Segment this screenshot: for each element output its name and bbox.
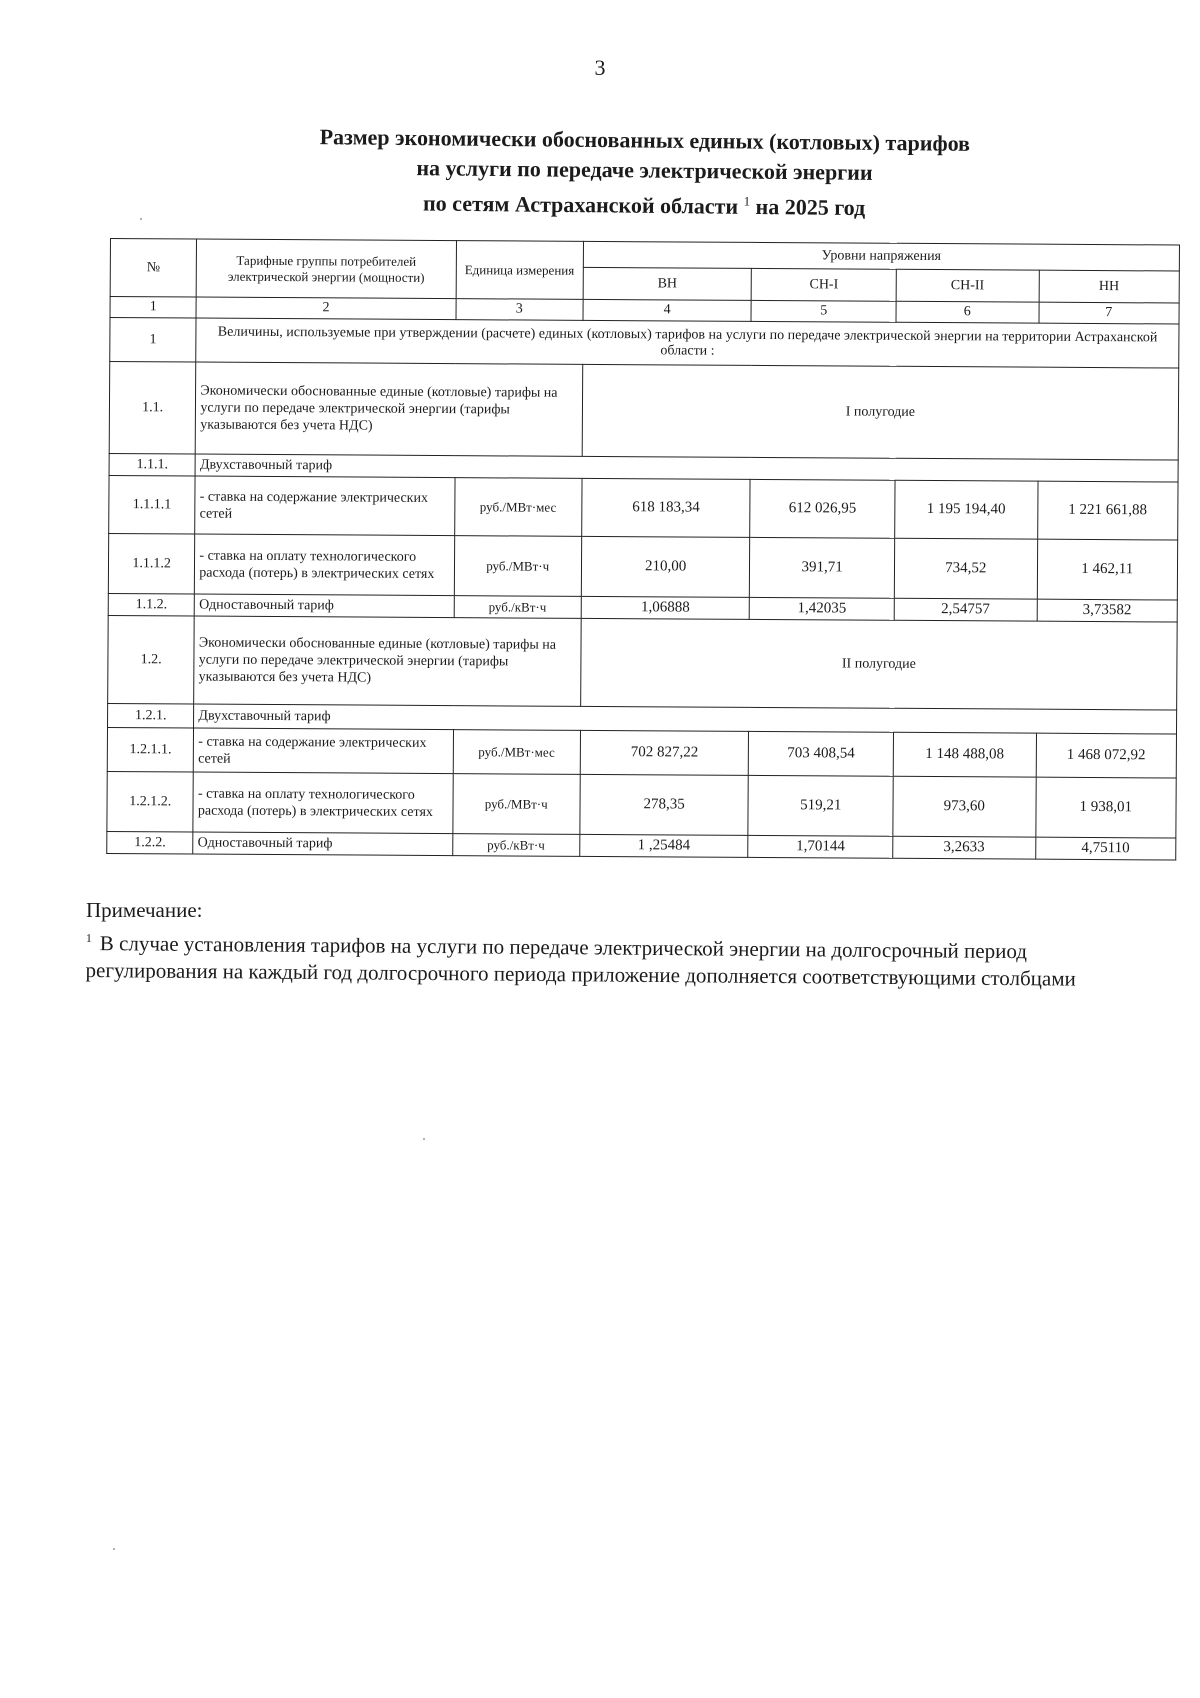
scan-speck xyxy=(423,1138,425,1140)
title-line-2: на услуги по передаче электрической энергии xyxy=(416,155,873,185)
row-no: 1.1.1. xyxy=(109,453,196,476)
value-sn2: 973,60 xyxy=(893,776,1036,837)
row-unit: руб./МВт·мес xyxy=(454,478,582,537)
table-row xyxy=(108,533,1177,600)
footnote-text: В случае установления тарифов на услуги по передаче электрической энергии на долгосрочный период регулирования на каждый год долгосрочного периода приложение дополняется соответствующими столбцами xyxy=(85,931,1076,991)
row-title: Двухставочный тариф xyxy=(195,454,1178,482)
value-nn: 4,75110 xyxy=(1035,837,1176,860)
value-nn: 1 468 072,92 xyxy=(1036,733,1177,778)
footnote-marker: 1 xyxy=(85,930,92,946)
title-year: на 2025 год xyxy=(755,193,866,221)
table-row xyxy=(109,475,1178,540)
value-sn2: 1 148 488,08 xyxy=(893,732,1036,777)
row-no: 1.2.1.1. xyxy=(107,727,194,772)
col-number: 6 xyxy=(896,301,1039,323)
header-voltage-levels: Уровни напряжения xyxy=(583,241,1179,271)
header-sn2: СН-II xyxy=(896,269,1039,302)
value-vn: 618 183,34 xyxy=(582,478,751,537)
row-no: 1.1.1.1 xyxy=(109,475,196,534)
row-title: Одноставочный тариф xyxy=(193,832,452,856)
row-title: - ставка на содержание электрических сетей xyxy=(194,728,453,774)
page-number: 3 xyxy=(594,55,606,80)
footnote xyxy=(85,925,1145,993)
row-title: Двухставочный тариф xyxy=(194,704,1177,734)
value-sn1: 1,70144 xyxy=(748,835,893,858)
row-unit: руб./кВт·ч xyxy=(452,834,580,857)
header-nn: НН xyxy=(1039,270,1180,303)
table-row xyxy=(107,771,1176,838)
row-unit: руб./МВт·ч xyxy=(452,774,580,835)
value-sn2: 1 195 194,40 xyxy=(895,480,1038,539)
value-sn2: 3,2633 xyxy=(893,836,1036,859)
row-title: - ставка на оплату технологического расхода (потерь) в электрических сетях xyxy=(195,534,454,596)
value-vn: 278,35 xyxy=(580,774,749,835)
header-vn: ВН xyxy=(583,267,752,300)
document-title xyxy=(0,119,1200,228)
header-group: Тарифные группы потребителей электрической энергии (мощности) xyxy=(197,239,456,299)
row-no: 1.2.2. xyxy=(107,831,194,854)
col-number: 1 xyxy=(110,297,197,319)
row-no: 1.2.1.2. xyxy=(107,771,194,832)
value-sn1: 519,21 xyxy=(748,775,893,836)
tariff-table-wrapper xyxy=(106,238,1180,861)
tariff-table xyxy=(106,238,1180,861)
row-unit: руб./кВт·ч xyxy=(454,596,582,619)
row-no: 1.1. xyxy=(109,362,196,455)
value-sn1: 391,71 xyxy=(750,537,895,598)
col-number: 4 xyxy=(583,299,752,321)
period-label: II полугодие xyxy=(581,618,1178,710)
section-title: Величины, используемые при утверждении (расчете) единых (котловых) тарифов на услуги по передаче электрической энергии на территории Астраханской области : xyxy=(196,318,1179,368)
value-sn2: 734,52 xyxy=(894,538,1037,599)
value-sn2: 2,54757 xyxy=(894,598,1037,621)
col-number: 2 xyxy=(196,297,455,320)
row-unit: руб./МВт·ч xyxy=(454,536,582,597)
value-vn: 1,06888 xyxy=(581,596,750,619)
value-vn: 210,00 xyxy=(581,536,750,597)
row-title: Экономически обоснованные единые (котловые) тарифы на услуги по передаче электрической энергии (тарифы указываются без учета НДС) xyxy=(194,616,581,706)
value-sn1: 703 408,54 xyxy=(749,731,894,776)
scan-speck xyxy=(113,1548,115,1550)
header-unit: Единица измерения xyxy=(456,241,584,300)
row-no: 1.2. xyxy=(108,615,195,704)
header-sn1: СН-I xyxy=(751,268,896,301)
header-no: № xyxy=(110,239,197,298)
value-sn1: 1,42035 xyxy=(750,597,895,620)
row-no: 1.2.1. xyxy=(108,703,195,728)
title-line-3-text: по сетям Астраханской области xyxy=(422,190,739,219)
col-number: 7 xyxy=(1039,302,1180,324)
period-label: I полугодие xyxy=(582,364,1179,460)
row-title: Экономически обоснованные единые (котловые) тарифы на услуги по передаче электрической энергии (тарифы указываются без учета НДС) xyxy=(196,362,583,456)
value-sn1: 612 026,95 xyxy=(750,479,895,538)
col-number: 5 xyxy=(751,300,896,322)
note-label: Примечание: xyxy=(86,898,203,922)
row-title: - ставка на содержание электрических сетей xyxy=(195,476,454,536)
title-line-1: Размер экономически обоснованных единых (котловых) тарифов xyxy=(319,124,971,156)
row-title: - ставка на оплату технологического расхода (потерь) в электрических сетях xyxy=(193,772,452,834)
value-nn: 3,73582 xyxy=(1037,599,1178,622)
footnote-ref: 1 xyxy=(743,193,751,209)
value-nn: 1 221 661,88 xyxy=(1037,481,1178,540)
section-no: 1 xyxy=(110,318,197,363)
row-title: Одноставочный тариф xyxy=(195,594,454,618)
row-no: 1.1.1.2 xyxy=(108,533,195,594)
row-unit: руб./МВт·мес xyxy=(453,730,581,775)
row-no: 1.1.2. xyxy=(108,593,195,616)
scan-speck xyxy=(140,218,142,220)
value-nn: 1 462,11 xyxy=(1037,539,1178,600)
table-row xyxy=(107,727,1176,778)
col-number: 3 xyxy=(456,299,584,321)
value-vn: 702 827,22 xyxy=(580,730,749,775)
value-nn: 1 938,01 xyxy=(1035,777,1176,838)
value-vn: 1 ,25484 xyxy=(580,834,749,857)
